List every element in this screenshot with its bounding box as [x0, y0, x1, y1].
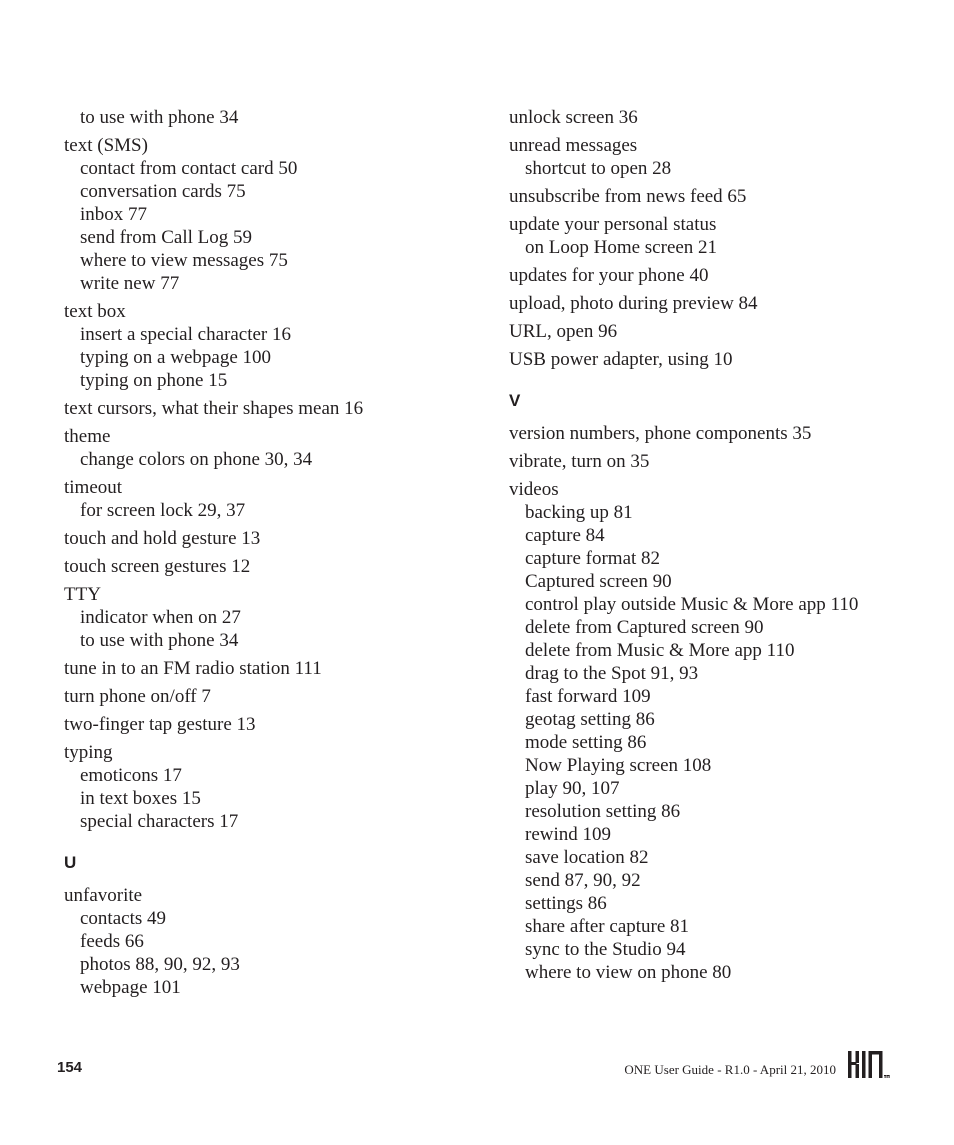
- index-subentry: webpage 101: [80, 977, 181, 998]
- index-subentry: drag to the Spot 91, 93: [525, 663, 699, 684]
- index-subentry: write new 77: [80, 273, 180, 294]
- index-subentry: sync to the Studio 94: [525, 939, 686, 960]
- index-term: version numbers, phone components 35: [509, 423, 812, 444]
- index-entry: [64, 685, 484, 708]
- index-subentry: typing on a webpage 100: [80, 347, 272, 368]
- index-term: vibrate, turn on 35: [509, 451, 650, 472]
- index-subentry: Now Playing screen 108: [525, 755, 712, 776]
- index-subentry: control play outside Music & More app 110: [525, 594, 859, 615]
- index-entry: [509, 106, 909, 129]
- footer-guide-text: ONE User Guide - R1.0 - April 21, 2010: [624, 1062, 836, 1077]
- index-term: tune in to an FM radio station 111: [64, 658, 322, 679]
- index-subentry: photos 88, 90, 92, 93: [80, 954, 240, 975]
- index-entry: [509, 478, 909, 984]
- index-subentry: feeds 66: [80, 931, 144, 952]
- index-entry: [509, 185, 909, 208]
- index-term: typing: [64, 742, 113, 763]
- index-term: update your personal status: [509, 214, 717, 235]
- index-subentry: on Loop Home screen 21: [525, 237, 718, 258]
- index-entry: [64, 527, 484, 550]
- index-term: unfavorite: [64, 885, 143, 906]
- index-term: URL, open 96: [509, 321, 618, 342]
- index-entry: [509, 422, 909, 445]
- index-subentry: indicator when on 27: [80, 607, 241, 628]
- index-subentry: to use with phone 34: [80, 107, 239, 128]
- index-term: timeout: [64, 477, 123, 498]
- index-subentry: to use with phone 34: [80, 630, 239, 651]
- index-entry: [509, 213, 909, 259]
- index-entry: [64, 106, 484, 129]
- index-entry: [509, 450, 909, 473]
- index-entry: [509, 320, 909, 343]
- index-subentry: conversation cards 75: [80, 181, 246, 202]
- index-term: unsubscribe from news feed 65: [509, 186, 747, 207]
- index-term: updates for your phone 40: [509, 265, 709, 286]
- index-entry: [64, 713, 484, 736]
- index-subentry: capture format 82: [525, 548, 661, 569]
- page-number: 154: [57, 1059, 83, 1076]
- index-entry: [64, 397, 484, 420]
- index-entry: [64, 583, 484, 652]
- index-term: TTY: [64, 584, 101, 605]
- index-term: turn phone on/off 7: [64, 686, 211, 707]
- index-entry: [64, 884, 484, 999]
- index-term: theme: [64, 426, 111, 447]
- index-entry: [509, 264, 909, 287]
- index-subentry: delete from Music & More app 110: [525, 640, 795, 661]
- index-term: unlock screen 36: [509, 107, 638, 128]
- index-subentry: send 87, 90, 92: [525, 870, 641, 891]
- index-subentry: fast forward 109: [525, 686, 651, 707]
- index-subentry: shortcut to open 28: [525, 158, 672, 179]
- kin-logo: [846, 1049, 890, 1083]
- index-entry: [64, 657, 484, 680]
- index-column-left: [64, 106, 484, 1004]
- index-entry: [509, 292, 909, 315]
- index-column-right: [509, 106, 909, 989]
- index-subentry: resolution setting 86: [525, 801, 681, 822]
- index-term: text cursors, what their shapes mean 16: [64, 398, 364, 419]
- index-term: unread messages: [509, 135, 638, 156]
- index-term: upload, photo during preview 84: [509, 293, 758, 314]
- index-subentry: emoticons 17: [80, 765, 182, 786]
- index-subentry: typing on phone 15: [80, 370, 228, 391]
- index-entry: [509, 348, 909, 371]
- index-subentry: geotag setting 86: [525, 709, 655, 730]
- index-entry: [64, 741, 484, 833]
- index-subentry: backing up 81: [525, 502, 633, 523]
- index-subentry: for screen lock 29, 37: [80, 500, 246, 521]
- index-entry: [64, 134, 484, 295]
- index-subentry: send from Call Log 59: [80, 227, 253, 248]
- index-entry: [64, 300, 484, 392]
- section-letter-u: U: [64, 853, 77, 872]
- index-subentry: mode setting 86: [525, 732, 647, 753]
- index-term: USB power adapter, using 10: [509, 349, 733, 370]
- index-entry: [64, 425, 484, 471]
- index-subentry: settings 86: [525, 893, 607, 914]
- index-subentry: in text boxes 15: [80, 788, 201, 809]
- index-term: text (SMS): [64, 135, 148, 156]
- index-term: touch and hold gesture 13: [64, 528, 261, 549]
- index-entry: [509, 134, 909, 180]
- index-subentry: delete from Captured screen 90: [525, 617, 764, 638]
- index-subentry: Captured screen 90: [525, 571, 672, 592]
- index-subentry: special characters 17: [80, 811, 239, 832]
- index-term: touch screen gestures 12: [64, 556, 251, 577]
- section-letter-v: V: [509, 391, 521, 410]
- index-term: text box: [64, 301, 126, 322]
- index-term: two-finger tap gesture 13: [64, 714, 256, 735]
- index-subentry: change colors on phone 30, 34: [80, 449, 313, 470]
- index-subentry: insert a special character 16: [80, 324, 291, 345]
- index-subentry: share after capture 81: [525, 916, 690, 937]
- index-term: videos: [509, 479, 559, 500]
- index-subentry: contacts 49: [80, 908, 167, 929]
- index-subentry: inbox 77: [80, 204, 148, 225]
- index-subentry: where to view on phone 80: [525, 962, 732, 983]
- index-entry: [64, 555, 484, 578]
- index-subentry: contact from contact card 50: [80, 158, 298, 179]
- index-subentry: save location 82: [525, 847, 649, 868]
- index-subentry: play 90, 107: [525, 778, 620, 799]
- index-subentry: rewind 109: [525, 824, 612, 845]
- index-subentry: where to view messages 75: [80, 250, 288, 271]
- index-entry: [64, 476, 484, 522]
- index-subentry: capture 84: [525, 525, 605, 546]
